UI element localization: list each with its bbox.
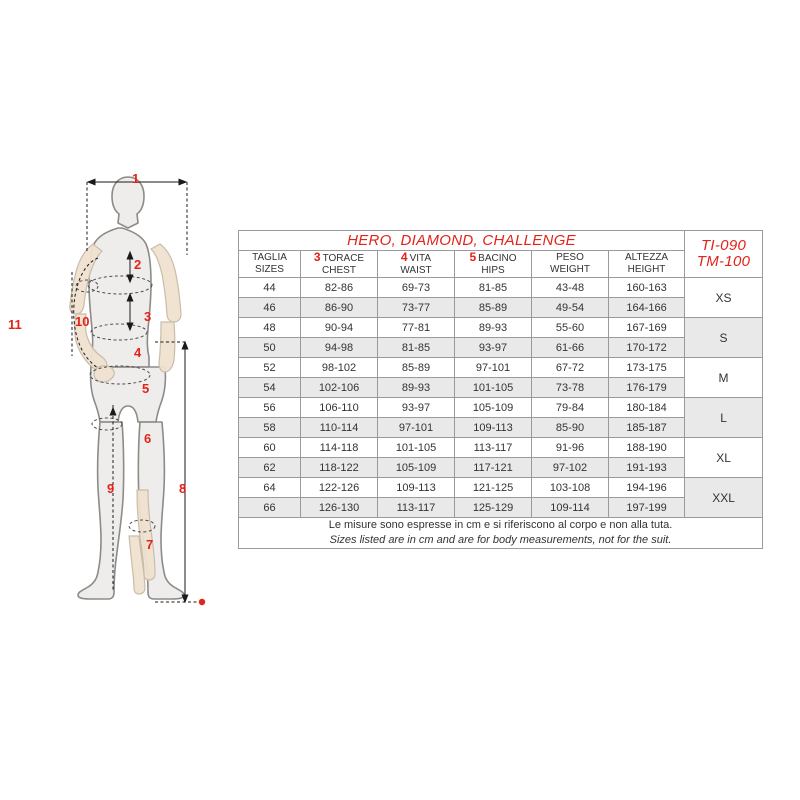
cell-waist: 73-77: [378, 298, 455, 318]
cell-height: 180-184: [609, 398, 685, 418]
table-row: [239, 418, 763, 438]
cell-height: 170-172: [609, 338, 685, 358]
header-height: [609, 251, 685, 278]
cell-hips: 121-125: [455, 478, 532, 498]
cell-size: 58: [239, 418, 301, 438]
cell-height: 164-166: [609, 298, 685, 318]
note-english: Sizes listed are in cm and are for body measurements, not for the suit.: [329, 534, 672, 546]
cell-waist: 105-109: [378, 458, 455, 478]
cell-weight: 91-96: [532, 438, 609, 458]
cell-chest: 82-86: [301, 278, 378, 298]
header-waist-it: VITA: [409, 253, 432, 264]
cell-chest: 106-110: [301, 398, 378, 418]
cell-height: 188-190: [609, 438, 685, 458]
figure-svg: [60, 160, 240, 630]
header-height-en: HEIGHT: [627, 264, 666, 275]
cell-chest: 110-114: [301, 418, 378, 438]
table-title-row: [239, 231, 763, 251]
cell-size: 48: [239, 318, 301, 338]
cell-height: 167-169: [609, 318, 685, 338]
measure-label-5: 5: [142, 381, 150, 396]
table-row: [239, 378, 763, 398]
header-size-en: SIZES: [255, 264, 284, 275]
cell-waist: 85-89: [378, 358, 455, 378]
cell-height: 194-196: [609, 478, 685, 498]
measure-label-11: 11: [8, 317, 22, 332]
cell-chest: 122-126: [301, 478, 378, 498]
cell-size: 44: [239, 278, 301, 298]
cell-hips: 105-109: [455, 398, 532, 418]
cell-letter-size: XS: [685, 278, 763, 318]
cell-height: 191-193: [609, 458, 685, 478]
cell-hips: 101-105: [455, 378, 532, 398]
header-weight: [532, 251, 609, 278]
cell-waist: 89-93: [378, 378, 455, 398]
cell-weight: 97-102: [532, 458, 609, 478]
cell-waist: 81-85: [378, 338, 455, 358]
cell-chest: 102-106: [301, 378, 378, 398]
product-code-2: TM-100: [696, 253, 751, 270]
cell-chest: 118-122: [301, 458, 378, 478]
cell-letter-size: M: [685, 358, 763, 398]
header-waist-en: WAIST: [400, 265, 432, 276]
cell-letter-size: S: [685, 318, 763, 358]
cell-letter-size: XL: [685, 438, 763, 478]
measure-label-3: 3: [144, 309, 152, 324]
measure-label-7: 7: [146, 537, 154, 552]
header-chest-en: CHEST: [322, 265, 356, 276]
cell-hips: 89-93: [455, 318, 532, 338]
cell-weight: 43-48: [532, 278, 609, 298]
table-note-row: [239, 518, 763, 549]
header-height-it: ALTEZZA: [624, 252, 669, 263]
header-weight-it: PESO: [556, 252, 584, 263]
cell-chest: 98-102: [301, 358, 378, 378]
cell-weight: 73-78: [532, 378, 609, 398]
measurement-note: [239, 518, 763, 549]
cell-weight: 55-60: [532, 318, 609, 338]
cell-hips: 97-101: [455, 358, 532, 378]
measure-label-6: 6: [144, 431, 152, 446]
size-table: [238, 230, 763, 549]
cell-weight: 109-114: [532, 498, 609, 518]
header-chest: [301, 251, 378, 278]
measure-label-9: 9: [107, 481, 115, 496]
header-chest-it: TORACE: [322, 253, 365, 264]
cell-weight: 49-54: [532, 298, 609, 318]
measure-label-4: 4: [134, 345, 142, 360]
chart-title: HERO, DIAMOND, CHALLENGE: [239, 231, 685, 251]
cell-size: 62: [239, 458, 301, 478]
cell-waist: 113-117: [378, 498, 455, 518]
cell-chest: 90-94: [301, 318, 378, 338]
cell-waist: 69-73: [378, 278, 455, 298]
cell-size: 60: [239, 438, 301, 458]
table-row: [239, 458, 763, 478]
measure-label-8: 8: [179, 481, 187, 496]
cell-waist: 93-97: [378, 398, 455, 418]
cell-size: 64: [239, 478, 301, 498]
header-chest-num: 3: [313, 250, 321, 264]
cell-chest: 86-90: [301, 298, 378, 318]
header-waist-num: 4: [400, 250, 408, 264]
table-row: [239, 498, 763, 518]
size-table-container: [238, 230, 762, 549]
cell-weight: 85-90: [532, 418, 609, 438]
header-hips-it: BACINO: [478, 253, 517, 264]
cell-height: 197-199: [609, 498, 685, 518]
cell-height: 185-187: [609, 418, 685, 438]
cell-height: 176-179: [609, 378, 685, 398]
product-codes: [685, 231, 763, 278]
header-weight-en: WEIGHT: [550, 264, 590, 275]
cell-height: 173-175: [609, 358, 685, 378]
cell-hips: 113-117: [455, 438, 532, 458]
cell-weight: 103-108: [532, 478, 609, 498]
header-size-it: TAGLIA: [252, 252, 287, 263]
cell-hips: 81-85: [455, 278, 532, 298]
cell-waist: 109-113: [378, 478, 455, 498]
cell-hips: 117-121: [455, 458, 532, 478]
cell-waist: 97-101: [378, 418, 455, 438]
cell-weight: 79-84: [532, 398, 609, 418]
table-row: [239, 278, 763, 298]
cell-letter-size: L: [685, 398, 763, 438]
measure-label-2: 2: [134, 257, 142, 272]
cell-hips: 85-89: [455, 298, 532, 318]
cell-size: 46: [239, 298, 301, 318]
cell-weight: 67-72: [532, 358, 609, 378]
table-row: [239, 398, 763, 418]
cell-size: 50: [239, 338, 301, 358]
header-hips: [455, 251, 532, 278]
cell-hips: 125-129: [455, 498, 532, 518]
table-row: [239, 478, 763, 498]
table-row: [239, 298, 763, 318]
header-size: [239, 251, 301, 278]
cell-waist: 77-81: [378, 318, 455, 338]
measure-label-1: 1: [132, 171, 140, 186]
cell-hips: 109-113: [455, 418, 532, 438]
note-italian: Le misure sono espresse in cm e si riferiscono al corpo e non alla tuta.: [328, 519, 673, 531]
cell-weight: 61-66: [532, 338, 609, 358]
cell-size: 54: [239, 378, 301, 398]
cell-waist: 101-105: [378, 438, 455, 458]
table-row: [239, 358, 763, 378]
table-row: [239, 318, 763, 338]
cell-chest: 114-118: [301, 438, 378, 458]
header-hips-num: 5: [469, 250, 477, 264]
cell-size: 56: [239, 398, 301, 418]
table-row: [239, 338, 763, 358]
cell-chest: 94-98: [301, 338, 378, 358]
cell-letter-size: XXL: [685, 478, 763, 518]
header-waist: [378, 251, 455, 278]
product-code-1: TI-090: [700, 237, 747, 254]
body-figure-illustration: [8, 160, 240, 630]
table-row: [239, 438, 763, 458]
cell-hips: 93-97: [455, 338, 532, 358]
header-hips-en: HIPS: [481, 265, 505, 276]
measure-label-10: 10: [75, 314, 90, 329]
cell-size: 66: [239, 498, 301, 518]
table-header-row: [239, 251, 763, 278]
cell-chest: 126-130: [301, 498, 378, 518]
cell-height: 160-163: [609, 278, 685, 298]
cell-size: 52: [239, 358, 301, 378]
